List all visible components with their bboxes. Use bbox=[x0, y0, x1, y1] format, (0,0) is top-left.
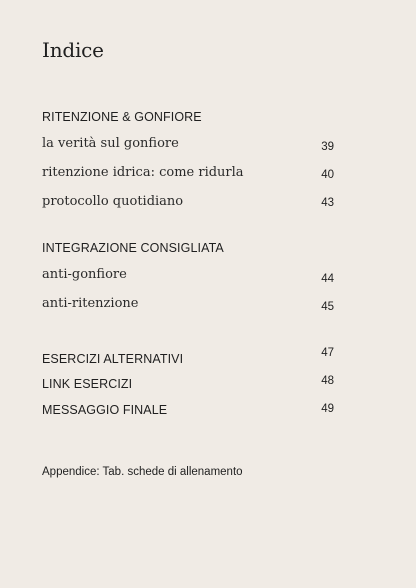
toc-page-number: 40 bbox=[321, 169, 334, 181]
toc-entry-anti-gonfiore[interactable]: anti-gonfiore bbox=[42, 267, 127, 282]
toc-entry-anti-ritenzione[interactable]: anti-ritenzione bbox=[42, 296, 139, 311]
toc-page-number: 39 bbox=[321, 141, 334, 153]
page-title: Indice bbox=[42, 38, 104, 62]
toc-page-number: 48 bbox=[321, 375, 334, 387]
toc-page-number: 49 bbox=[321, 403, 334, 415]
section-heading-integrazione: INTEGRAZIONE CONSIGLIATA bbox=[42, 241, 224, 255]
toc-entry-link-esercizi[interactable]: LINK ESERCIZI bbox=[42, 377, 133, 391]
toc-page-number: 43 bbox=[321, 197, 334, 209]
toc-page-number: 44 bbox=[321, 273, 334, 285]
toc-page-number: 45 bbox=[321, 301, 334, 313]
toc-entry-protocollo-quotidiano[interactable]: protocollo quotidiano bbox=[42, 194, 184, 209]
toc-page-number: 47 bbox=[321, 347, 334, 359]
toc-entry-messaggio-finale[interactable]: MESSAGGIO FINALE bbox=[42, 403, 168, 417]
toc-entry-ritenzione-idrica[interactable]: ritenzione idrica: come ridurla bbox=[42, 165, 244, 180]
toc-entry-esercizi-alternativi[interactable]: ESERCIZI ALTERNATIVI bbox=[42, 352, 184, 366]
section-heading-ritenzione: RITENZIONE & GONFIORE bbox=[42, 110, 202, 124]
appendix-note: Appendice: Tab. schede di allenamento bbox=[42, 466, 243, 478]
toc-entry-verita-gonfiore[interactable]: la verità sul gonfiore bbox=[42, 136, 179, 151]
